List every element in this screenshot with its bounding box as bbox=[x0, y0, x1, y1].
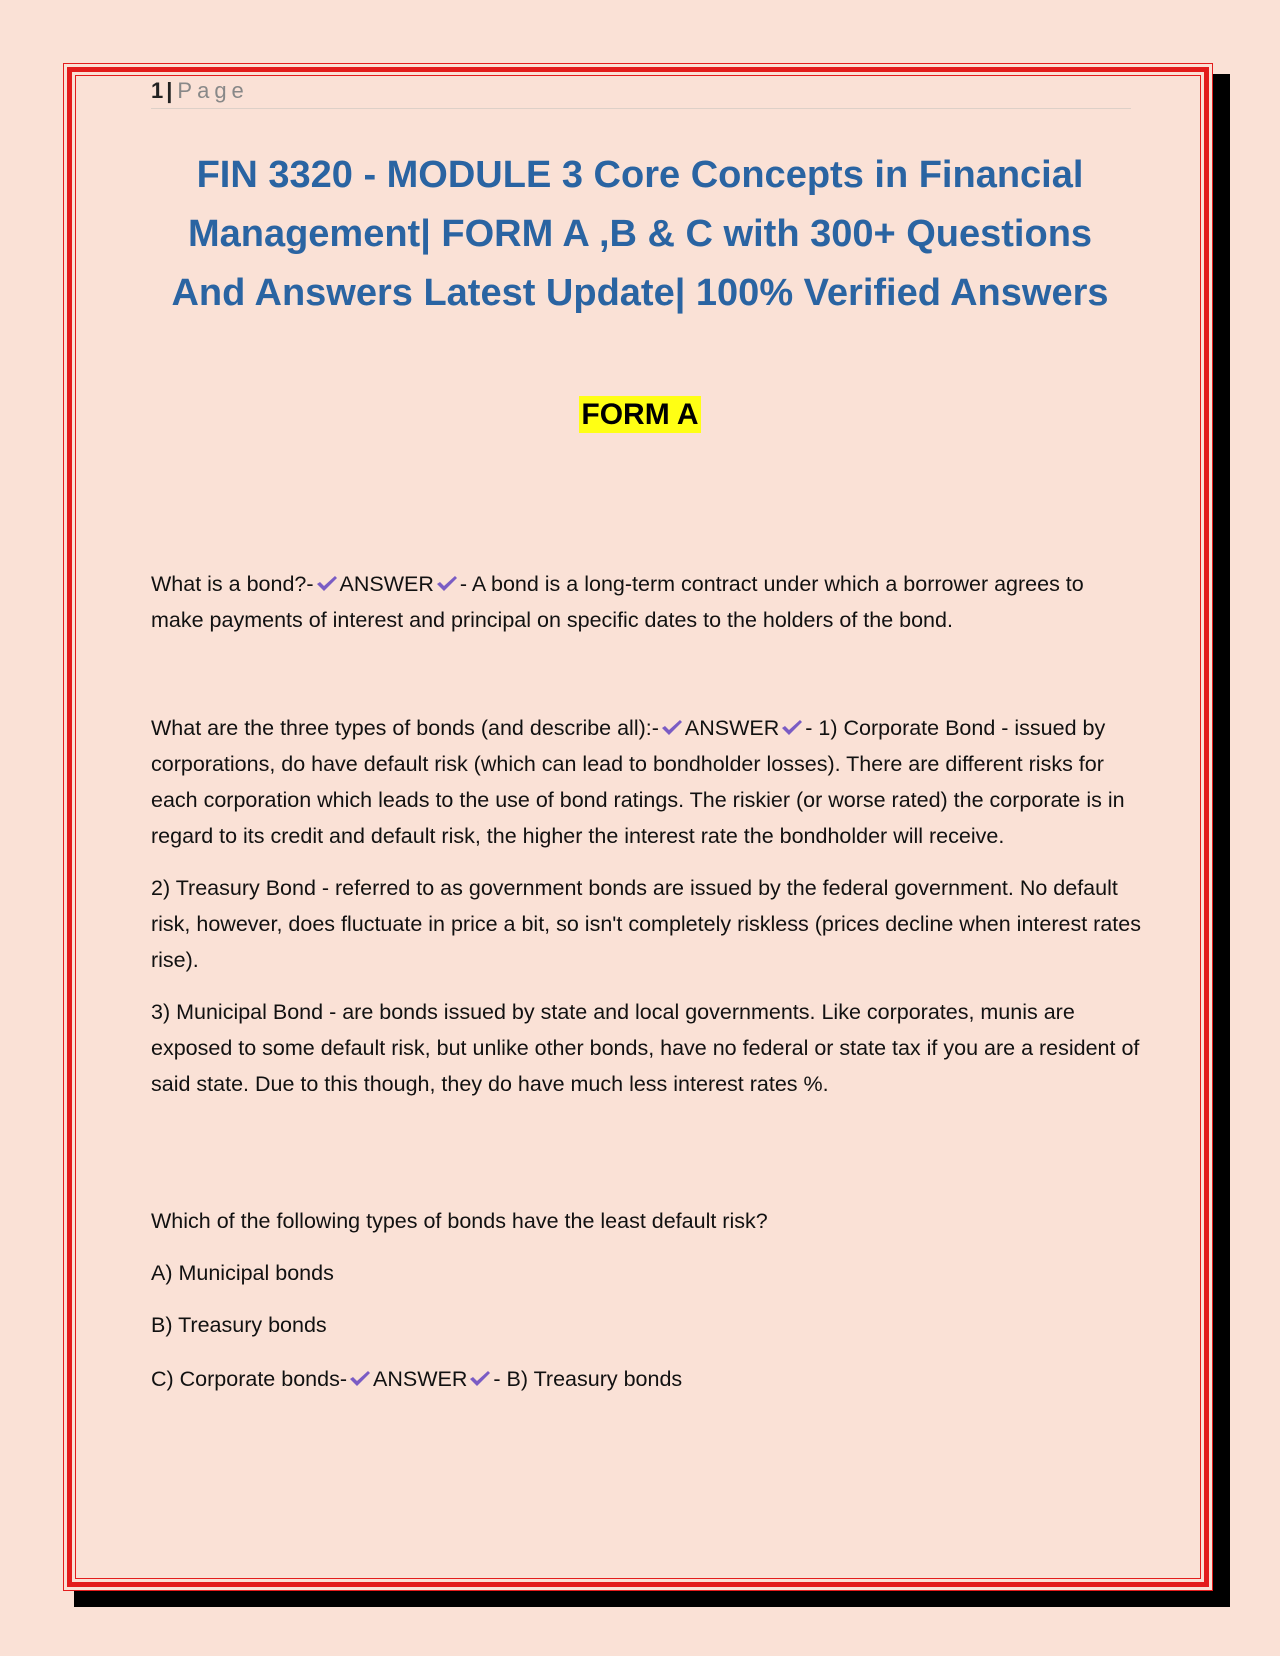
page-label: Page bbox=[177, 78, 249, 103]
form-label-row bbox=[0, 394, 1280, 436]
answer-text: - 1) Corporate Bond - issued by corporations, do have default risk (which can lead to bondholder losses). There are different risks for each corporation which leads to the use of bond ratings. The riskier (or worse rated) the corporate is in regard to its credit and default risk, the higher the interest rate the bondholder will receive. bbox=[151, 716, 1125, 848]
header-separator: | bbox=[166, 78, 174, 103]
checkmark-icon bbox=[467, 1369, 493, 1389]
checkmark-icon bbox=[779, 718, 805, 738]
question-text: Which of the following types of bonds have the least default risk? bbox=[151, 1209, 768, 1233]
answer-label: ANSWER bbox=[339, 572, 434, 596]
option-c bbox=[151, 1361, 1141, 1397]
answer-paragraph-treasury: 2) Treasury Bond - referred to as government bonds are issued by the federal government. No default risk, however, does fluctuate in price a bit, so isn't completely riskless (prices decline when interest rates rise). bbox=[151, 876, 1141, 972]
question-text: What are the three types of bonds (and describe all):- bbox=[151, 716, 659, 740]
question-block-1 bbox=[151, 566, 1141, 638]
document-title: FIN 3320 - MODULE 3 Core Concepts in Financial Management| FORM A ,B & C with 300+ Questions And Answers Latest Update| 100% Verified Answers bbox=[171, 154, 1109, 314]
answer-text: - A bond is a long-term contract under which a borrower agrees to make payments of interest and principal on specific dates to the holders of the bond. bbox=[151, 572, 1084, 632]
qa-paragraph bbox=[151, 566, 1141, 638]
checkmark-icon bbox=[659, 718, 685, 738]
page-number: 1 bbox=[151, 78, 165, 103]
checkmark-icon bbox=[314, 574, 340, 594]
option-b: B) Treasury bonds bbox=[151, 1313, 327, 1337]
answer-label: ANSWER bbox=[372, 1367, 468, 1391]
qa-paragraph bbox=[151, 710, 1141, 854]
answer-label: ANSWER bbox=[684, 716, 780, 740]
page-header bbox=[151, 78, 1131, 109]
question-block-2 bbox=[151, 710, 1141, 1102]
option-c-text: C) Corporate bonds- bbox=[151, 1367, 347, 1391]
checkmark-icon bbox=[434, 574, 460, 594]
option-a: A) Municipal bonds bbox=[151, 1261, 334, 1285]
answer-paragraph-municipal: 3) Municipal Bond - are bonds issued by state and local governments. Like corporates, munis are exposed to some default risk, but unlike other bonds, have no federal or state tax if you are a resident of said state. Due to this though, they do have much less interest rates %. bbox=[151, 1000, 1140, 1096]
checkmark-icon bbox=[347, 1369, 373, 1389]
form-label: FORM A bbox=[581, 398, 699, 431]
answer-text: - B) Treasury bonds bbox=[493, 1367, 683, 1391]
question-block-3 bbox=[151, 1203, 1141, 1397]
question-text: What is a bond?- bbox=[151, 572, 314, 596]
